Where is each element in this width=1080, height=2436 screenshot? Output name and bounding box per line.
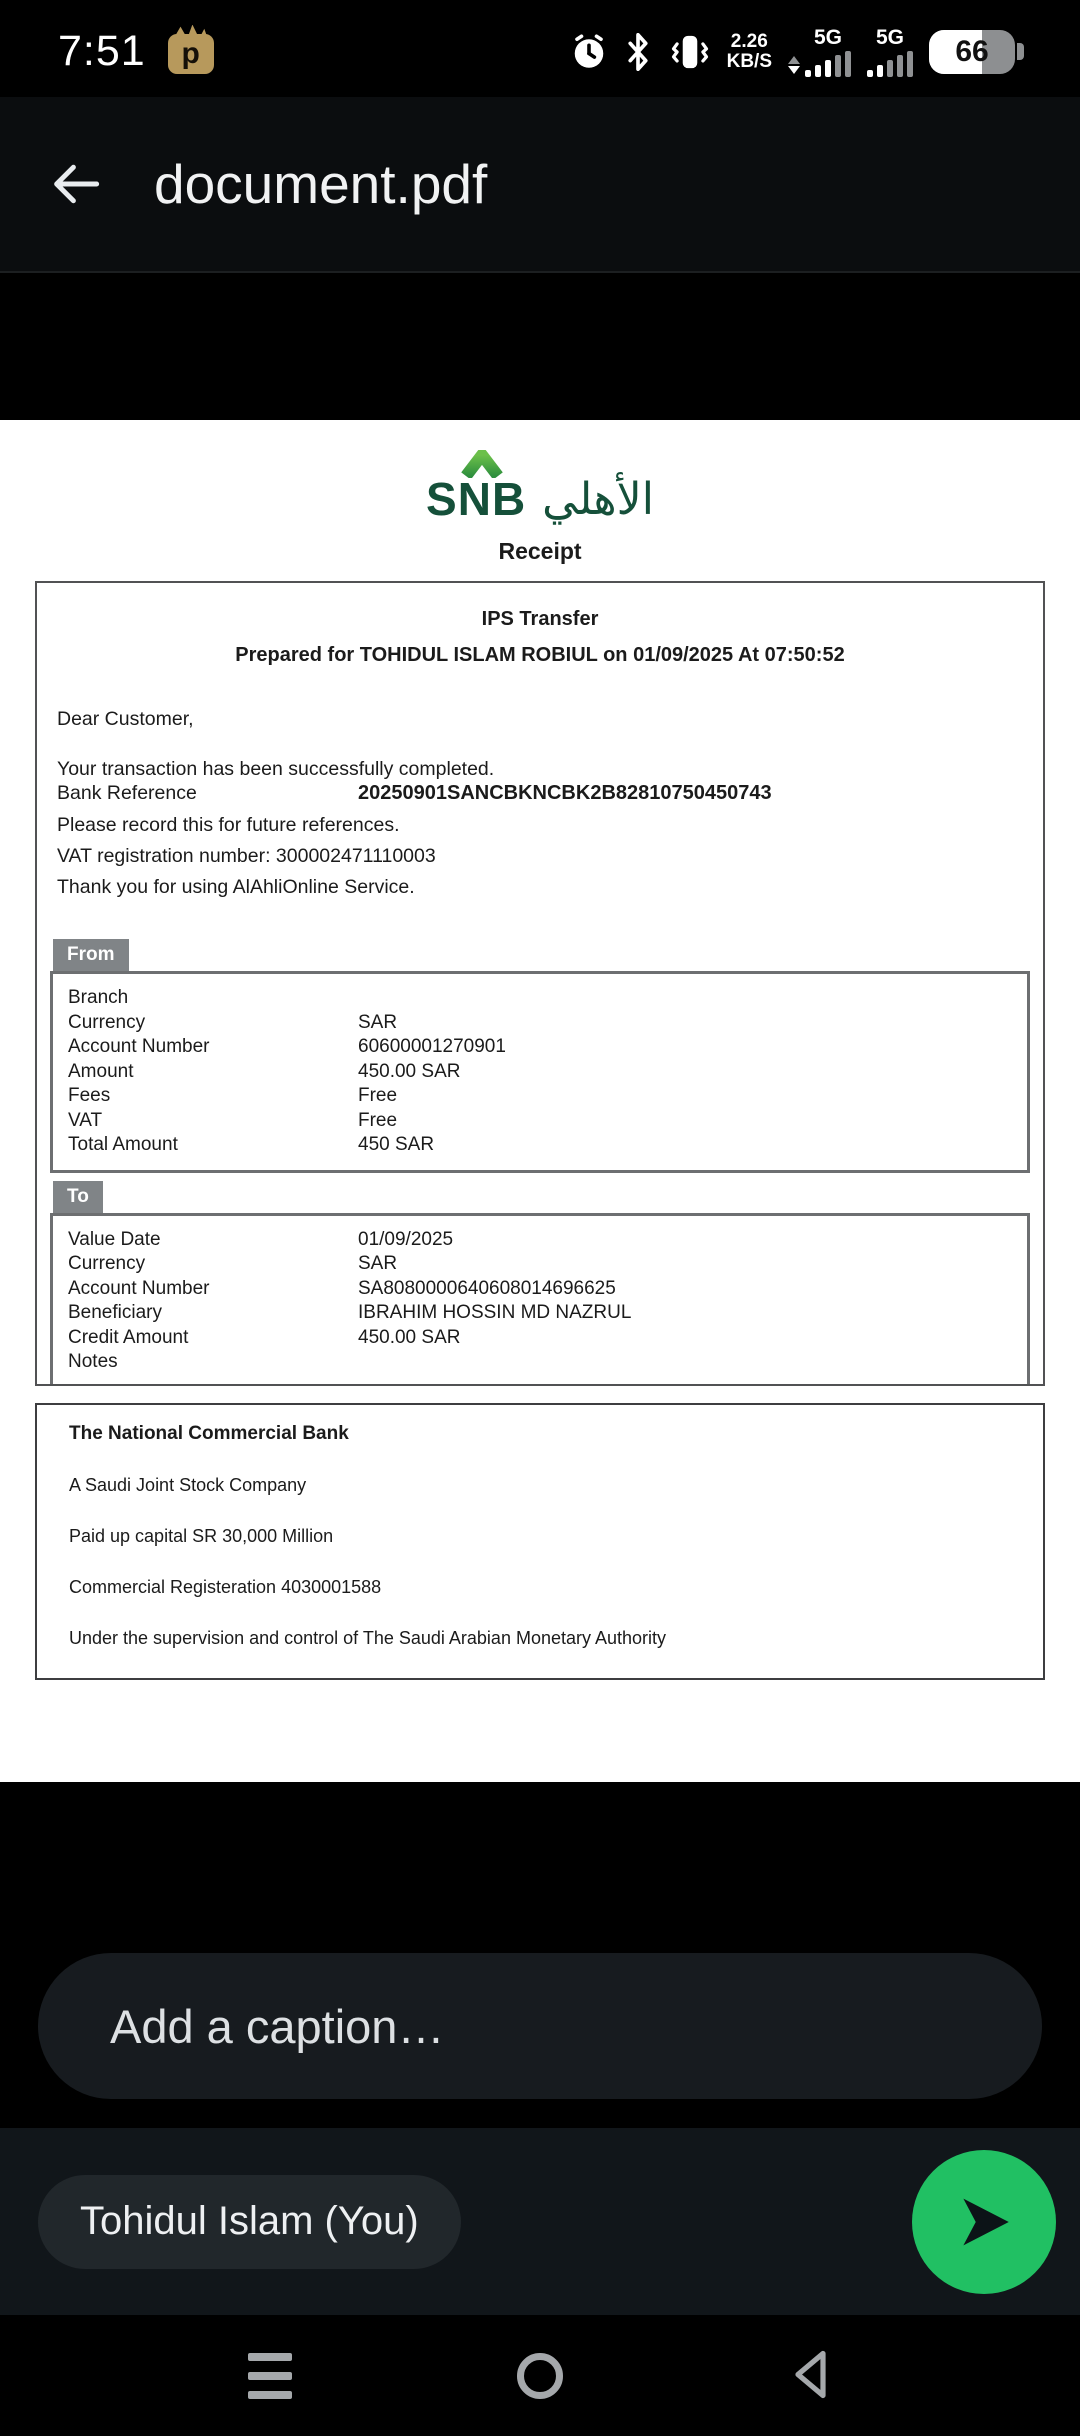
caption-placeholder: Add a caption… <box>110 1999 445 2053</box>
table-row: VAT Free <box>68 1109 398 1131</box>
back-button[interactable] <box>40 148 112 220</box>
caption-input[interactable] <box>38 1953 1042 2099</box>
send-icon <box>951 2189 1017 2255</box>
prepared-line: Prepared for TOHIDUL ISLAM ROBIUL on 01/09/2025 At 07:50:52 <box>235 644 845 666</box>
data-activity-arrows <box>788 56 800 74</box>
snb-logo <box>0 420 1080 525</box>
sim1-network-type: 5G <box>813 25 842 49</box>
record-note: Please record this for future references. <box>57 814 400 836</box>
send-row <box>0 2128 1080 2315</box>
home-button[interactable] <box>517 2353 563 2399</box>
thanks-note: Thank you for using AlAhliOnline Service. <box>57 876 415 898</box>
sim2-signal-bars <box>867 51 913 77</box>
recipient-chip[interactable]: Tohidul Islam (You) <box>38 2175 461 2269</box>
to-table <box>50 1213 1030 1387</box>
battery-indicator <box>929 30 1024 74</box>
from-tab: From <box>53 939 129 971</box>
nav-back-button[interactable] <box>791 2348 829 2403</box>
table-row: Credit Amount 450.00 SAR <box>68 1326 461 1348</box>
doc-type: IPS Transfer <box>481 608 599 630</box>
page-title: document.pdf <box>154 153 488 215</box>
bank-reference-label: Bank Reference <box>57 782 197 804</box>
clock: 7:51 <box>58 27 146 75</box>
snb-arabic-wordmark: الأهلي <box>542 474 654 525</box>
table-row: Beneficiary IBRAHIM HOSSIN MD NAZRUL <box>68 1302 632 1323</box>
pdf-viewer[interactable] <box>0 273 1080 1782</box>
sim2-network-type: 5G <box>875 25 904 49</box>
recents-button[interactable] <box>248 2353 292 2399</box>
bluetooth-icon <box>623 33 653 71</box>
table-row: Currency SAR <box>68 1011 398 1033</box>
status-icons <box>571 27 1024 77</box>
sim1-signal-bars <box>805 51 851 77</box>
from-table <box>50 971 1030 1173</box>
android-nav-bar <box>0 2315 1080 2436</box>
back-arrow-icon <box>45 153 107 215</box>
table-row: Currency SAR <box>68 1253 398 1274</box>
table-row: Account Number SA8080000640608014696625 <box>68 1277 616 1299</box>
bank-footer-line: Commercial Registeration 4030001588 <box>69 1577 382 1597</box>
table-row: Total Amount 450 SAR <box>68 1134 435 1155</box>
composer <box>0 1782 1080 2315</box>
send-button[interactable] <box>912 2150 1056 2294</box>
to-section <box>57 1181 1023 1387</box>
menu-lines-icon <box>248 2353 292 2361</box>
bank-footer-line: Under the supervision and control of The Saudi Arabian Monetary Authority <box>69 1628 667 1648</box>
bank-footer-box <box>35 1403 1045 1680</box>
bank-footer-title: The National Commercial Bank <box>69 1423 349 1444</box>
wallet-app-notification-icon: p <box>168 34 214 74</box>
greeting: Dear Customer, <box>57 708 194 730</box>
receipt-title: Receipt <box>498 538 582 564</box>
vibrate-icon <box>669 32 711 72</box>
sim1-signal <box>788 27 851 77</box>
status-bar <box>0 0 1080 97</box>
network-speed-indicator: 2.26 KB/S <box>726 30 772 72</box>
from-section <box>57 939 1023 1173</box>
table-row: Account Number 60600001270901 <box>68 1036 506 1057</box>
table-row: Fees Free <box>68 1085 398 1106</box>
home-circle-icon <box>517 2353 563 2399</box>
battery-percent: 66 <box>955 34 989 68</box>
bank-reference-value: 20250901SANCBKNCBK2B82810750450743 <box>358 782 772 804</box>
snb-caret-icon <box>460 450 504 478</box>
bank-footer-line: A Saudi Joint Stock Company <box>69 1475 307 1495</box>
to-tab: To <box>53 1181 103 1213</box>
bank-footer-line: Paid up capital SR 30,000 Million <box>69 1526 334 1546</box>
table-row: Branch <box>68 987 129 1008</box>
sim2-signal <box>867 27 913 77</box>
table-row: Value Date 01/09/2025 <box>68 1228 454 1250</box>
snb-wordmark: SNB <box>426 473 527 525</box>
bank-reference-row <box>57 781 1023 805</box>
vat-note: VAT registration number: 300002471110003 <box>57 845 436 867</box>
back-triangle-icon <box>791 2348 829 2400</box>
table-row: Amount 450.00 SAR <box>68 1060 461 1082</box>
receipt-box <box>35 581 1045 1386</box>
app-header <box>0 97 1080 273</box>
alarm-icon <box>571 34 607 70</box>
status-line: Your transaction has been successfully completed. <box>57 758 495 780</box>
pdf-page <box>0 420 1080 1782</box>
table-row: Notes <box>68 1351 118 1372</box>
